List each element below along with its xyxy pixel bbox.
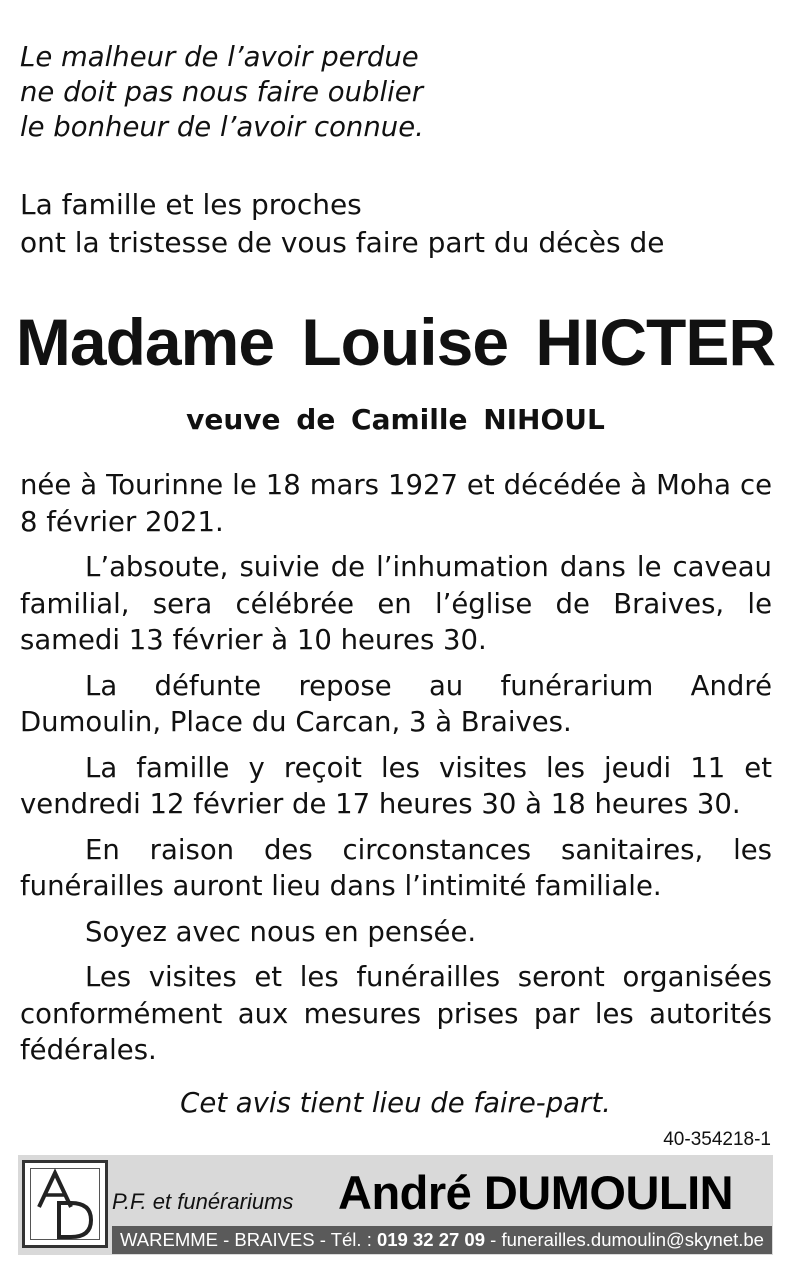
reference-number: 40-354218-1 [663, 1129, 771, 1150]
notice-body [20, 467, 772, 1078]
ceremony-paragraph: L’absoute, suivie de l’inhumation dans le caveau familial, sera célébrée en l’église de Braives, le samedi 13 février à 10 heures 30. [20, 551, 772, 656]
ad-monogram-icon [25, 1163, 105, 1245]
quote-line-3: le bonheur de l’avoir connue. [20, 111, 424, 143]
deceased-name: Madame Louise HICTER [15, 305, 776, 379]
intro-line-1: La famille et les proches [20, 188, 362, 221]
visits-paragraph: La famille y reçoit les visites les jeudi 11 et vendredi 12 février de 17 heures 30 à 18 heures 30. [20, 751, 772, 820]
phone-number: 019 32 27 09 [376, 1229, 486, 1250]
contact-bar [112, 1226, 772, 1254]
thoughts-paragraph: Soyez avec nous en pensée. [85, 915, 477, 948]
funeral-home-banner [18, 1155, 773, 1255]
measures-paragraph: Les visites et les funérailles seront organisées conformément aux mesures prises par les autorités fédérales. [20, 961, 772, 1066]
email-address: - funerailles.dumoulin@skynet.be [485, 1229, 764, 1250]
intro-line-2: ont la tristesse de vous faire part du décès de [20, 226, 665, 259]
quote-line-2: ne doit pas nous faire oublier [20, 76, 424, 108]
funeral-home-name: André DUMOULIN [338, 1166, 734, 1219]
opening-quote [20, 40, 772, 145]
ad-logo [22, 1160, 108, 1248]
announcement-intro [20, 186, 772, 262]
sanitary-paragraph: En raison des circonstances sanitaires, les funérailles auront lieu dans l’intimité familiale. [20, 833, 772, 902]
closing-line: Cet avis tient lieu de faire-part. [180, 1087, 611, 1119]
funeral-home-tagline: P.F. et funérariums [112, 1189, 294, 1214]
repose-paragraph: La défunte repose au funérarium André Dumoulin, Place du Carcan, 3 à Braives. [20, 669, 772, 738]
quote-line-1: Le malheur de l’avoir perdue [20, 41, 419, 73]
widow-of: veuve de Camille NIHOUL [186, 403, 605, 436]
locations: WAREMME - BRAIVES - Tél. : [120, 1229, 377, 1250]
birth-death-paragraph: née à Tourinne le 18 mars 1927 et décédée à Moha ce 8 février 2021. [20, 469, 772, 538]
